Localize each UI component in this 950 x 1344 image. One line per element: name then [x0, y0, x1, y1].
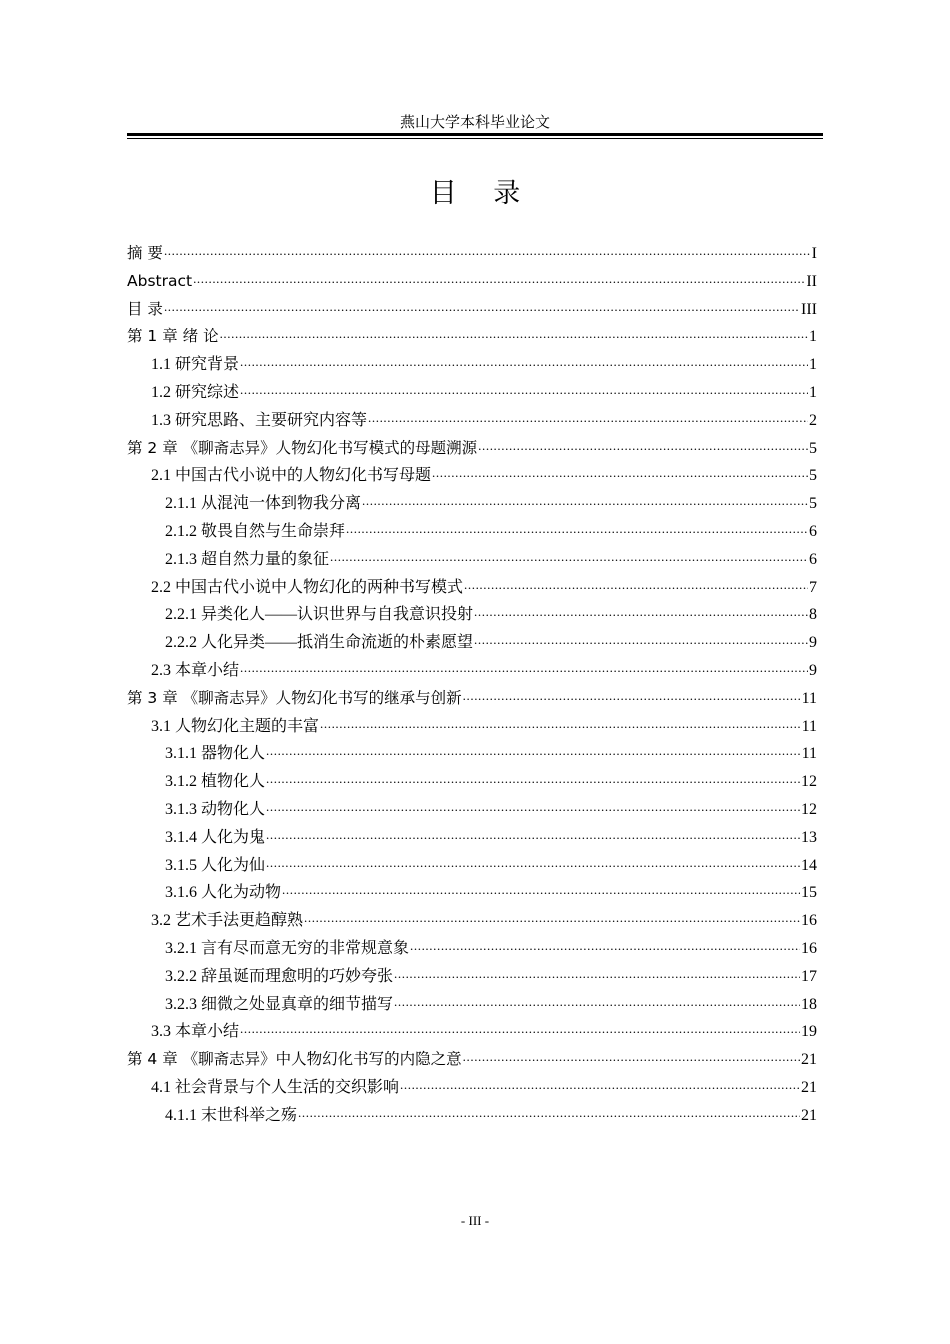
toc-entry-page: 8 — [809, 606, 817, 624]
toc-entry-page: 1 — [809, 328, 817, 346]
toc-entry-label: 1.3 研究思路、主要研究内容等 — [151, 411, 368, 429]
toc-leader-dots — [220, 321, 808, 341]
toc-entry[interactable] — [127, 711, 817, 739]
toc-entry-label: 第 4 章 《聊斋志异》中人物幻化书写的内隐之意 — [127, 1050, 462, 1069]
toc-entry-label: 3.1.1 器物化人 — [165, 745, 266, 763]
toc-entry[interactable] — [127, 822, 817, 850]
toc-entry-page: 11 — [801, 717, 817, 735]
toc-leader-dots — [368, 405, 808, 425]
toc-leader-dots — [463, 1044, 800, 1064]
toc-entry[interactable] — [127, 294, 817, 322]
toc-entry-page: 11 — [801, 689, 817, 707]
toc-entry-page: 15 — [801, 884, 817, 902]
toc-entry[interactable] — [127, 405, 817, 433]
toc-leader-dots — [478, 433, 808, 453]
header-rule-thick — [127, 133, 823, 136]
toc-entry[interactable] — [127, 238, 817, 266]
toc-leader-dots — [304, 905, 800, 925]
toc-entry-page: 5 — [809, 439, 817, 457]
toc-entry-label: 3.1 人物幻化主题的丰富 — [151, 717, 320, 735]
toc-entry[interactable] — [127, 544, 817, 572]
toc-entry-page: 5 — [809, 495, 817, 513]
toc-entry[interactable] — [127, 488, 817, 516]
toc-entry-page: 9 — [809, 634, 817, 652]
toc-entry-label: Abstract — [127, 271, 193, 290]
toc-entry[interactable] — [127, 683, 817, 711]
toc-leader-dots — [193, 266, 805, 286]
toc-entry-label: 第 3 章 《聊斋志异》人物幻化书写的继承与创新 — [127, 688, 462, 707]
toc-entry-page: 19 — [801, 1023, 817, 1041]
toc-leader-dots — [266, 766, 800, 786]
toc-entry-page: I — [811, 245, 817, 262]
toc-entry-page: 7 — [809, 578, 817, 596]
toc-entry-label: 2.3 本章小结 — [151, 661, 240, 679]
toc-entry-label: 3.2 艺术手法更趋醇熟 — [151, 912, 304, 930]
toc-entry-page: 16 — [801, 912, 817, 930]
toc-entry[interactable] — [127, 349, 817, 377]
toc-entry[interactable] — [127, 738, 817, 766]
toc-entry-page: 12 — [801, 773, 817, 791]
toc-heading: 目 录 — [429, 178, 535, 209]
toc-entry[interactable] — [127, 572, 817, 600]
toc-entry-page: 2 — [809, 411, 817, 429]
toc-entry-page: III — [801, 300, 817, 318]
toc-leader-dots — [266, 850, 800, 870]
toc-leader-dots — [463, 683, 801, 703]
toc-leader-dots — [346, 516, 808, 536]
page-number: - III - — [460, 1213, 490, 1228]
toc-entry-label: 3.1.2 植物化人 — [165, 773, 266, 791]
toc-entry-page: 13 — [801, 828, 817, 846]
toc-entry[interactable] — [127, 989, 817, 1017]
toc-entry-label: 4.1.1 末世科举之殇 — [165, 1106, 298, 1124]
toc-entry-page: 11 — [801, 745, 817, 763]
toc-entry-label: 3.1.6 人化为动物 — [165, 884, 282, 902]
toc-entry-page: 6 — [809, 522, 817, 540]
toc-entry-label: 3.1.5 人化为仙 — [165, 856, 266, 874]
toc-entry-page: 16 — [801, 939, 817, 957]
toc-leader-dots — [298, 1100, 800, 1120]
toc-leader-dots — [474, 627, 808, 647]
toc-leader-dots — [362, 488, 808, 508]
toc-entry[interactable] — [127, 516, 817, 544]
toc-leader-dots — [266, 822, 800, 842]
toc-entry[interactable] — [127, 933, 817, 961]
toc-entry-label: 3.2.2 辞虽诞而理愈明的巧妙夸张 — [165, 967, 394, 985]
toc-entry-label: 3.1.3 动物化人 — [165, 800, 266, 818]
toc-entry[interactable] — [127, 599, 817, 627]
toc-leader-dots — [400, 1072, 800, 1092]
toc-entry[interactable] — [127, 905, 817, 933]
toc-leader-dots — [240, 377, 808, 397]
toc-entry-page: 1 — [809, 383, 817, 401]
toc-leader-dots — [266, 738, 801, 758]
toc-leader-dots — [474, 599, 808, 619]
toc-leader-dots — [394, 989, 800, 1009]
toc-entry-page: 18 — [801, 995, 817, 1013]
toc-entry[interactable] — [127, 850, 817, 878]
toc-entry-label: 2.2.1 异类化人——认识世界与自我意识投射 — [165, 606, 474, 624]
toc-entry[interactable] — [127, 627, 817, 655]
toc-entry[interactable] — [127, 655, 817, 683]
running-header: 燕山大学本科毕业论文 — [399, 115, 550, 131]
table-of-contents — [127, 238, 817, 1128]
toc-entry-label: 2.1.3 超自然力量的象征 — [165, 550, 330, 568]
toc-entry-label: 2.1.1 从混沌一体到物我分离 — [165, 495, 362, 513]
toc-entry-page: 21 — [801, 1051, 817, 1069]
toc-leader-dots — [240, 1016, 800, 1036]
toc-entry[interactable] — [127, 877, 817, 905]
toc-leader-dots — [432, 460, 808, 480]
toc-entry-label: 第 1 章 绪 论 — [127, 327, 219, 346]
toc-entry-page: 12 — [801, 800, 817, 818]
toc-entry-label: 第 2 章 《聊斋志异》人物幻化书写模式的母题溯源 — [127, 438, 478, 457]
toc-entry-label: 1.2 研究综述 — [151, 383, 240, 401]
toc-leader-dots — [164, 294, 800, 314]
toc-leader-dots — [240, 655, 808, 675]
toc-entry[interactable] — [127, 1072, 817, 1100]
toc-entry-page: 6 — [809, 550, 817, 568]
toc-entry-label: 4.1 社会背景与个人生活的交织影响 — [151, 1078, 400, 1096]
toc-entry[interactable] — [127, 1044, 817, 1072]
toc-entry[interactable] — [127, 1016, 817, 1044]
toc-entry-label: 2.2.2 人化异类——抵消生命流逝的朴素愿望 — [165, 634, 474, 652]
toc-entry-label: 摘 要 — [127, 244, 163, 262]
toc-entry[interactable] — [127, 961, 817, 989]
toc-entry-page: 21 — [801, 1078, 817, 1096]
toc-entry-page: 5 — [809, 467, 817, 485]
toc-leader-dots — [320, 711, 801, 731]
toc-entry-label: 3.2.1 言有尽而意无穷的非常规意象 — [165, 939, 410, 957]
toc-entry-label: 2.1.2 敬畏自然与生命崇拜 — [165, 522, 346, 540]
toc-entry-page: 1 — [809, 356, 817, 374]
toc-leader-dots — [240, 349, 808, 369]
toc-entry-label: 2.1 中国古代小说中的人物幻化书写母题 — [151, 467, 432, 485]
toc-leader-dots — [410, 933, 800, 953]
toc-entry-label: 3.3 本章小结 — [151, 1023, 240, 1041]
toc-leader-dots — [394, 961, 800, 981]
toc-entry[interactable] — [127, 433, 817, 461]
toc-entry[interactable] — [127, 377, 817, 405]
toc-entry-page: 14 — [801, 856, 817, 874]
toc-leader-dots — [330, 544, 808, 564]
toc-entry[interactable] — [127, 794, 817, 822]
toc-entry-page: 9 — [809, 661, 817, 679]
toc-leader-dots — [464, 572, 808, 592]
toc-entry[interactable] — [127, 460, 817, 488]
toc-entry-page: 21 — [801, 1106, 817, 1124]
toc-entry-label: 目 录 — [127, 299, 163, 318]
toc-entry-page: II — [806, 272, 817, 290]
toc-entry-page: 17 — [801, 967, 817, 985]
toc-leader-dots — [282, 877, 800, 897]
toc-leader-dots — [164, 238, 811, 258]
toc-entry-label: 2.2 中国古代小说中人物幻化的两种书写模式 — [151, 578, 464, 596]
header-rule-thin — [127, 138, 823, 139]
toc-entry-label: 1.1 研究背景 — [151, 356, 240, 374]
toc-entry-label: 3.1.4 人化为鬼 — [165, 828, 266, 846]
toc-entry[interactable] — [127, 766, 817, 794]
toc-leader-dots — [266, 794, 800, 814]
toc-entry[interactable] — [127, 266, 817, 294]
toc-entry[interactable] — [127, 1100, 817, 1128]
toc-entry-label: 3.2.3 细微之处显真章的细节描写 — [165, 995, 394, 1013]
toc-entry[interactable] — [127, 321, 817, 349]
